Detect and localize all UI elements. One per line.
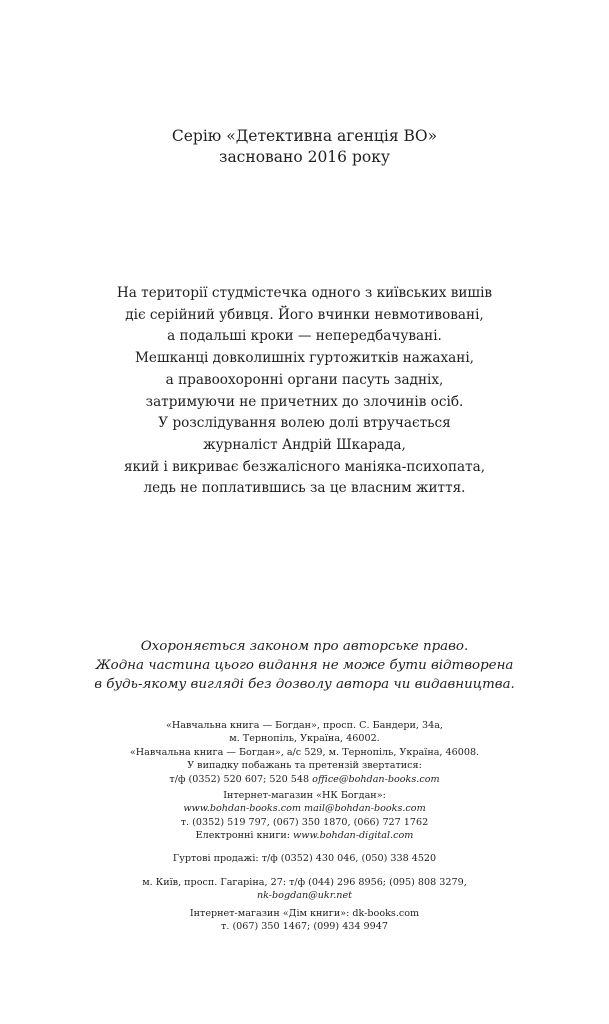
annotation-line: журналіст Андрій Шкарада, (203, 436, 406, 453)
annotation-line: У розслідування волею долі втручається (158, 415, 451, 432)
annotation-line: На території студмістечка одного з київських вишів (116, 285, 493, 301)
copyright-notice (0, 637, 609, 694)
copyright-line: в будь-якому вигляді без дозволу автора чи видавництва. (94, 677, 515, 692)
eshop-title: Інтернет-магазин «НК Богдан»: (223, 790, 386, 801)
publisher-info (0, 719, 609, 786)
dim-knyhy-title: Інтернет-магазин «Дім книги»: dk-books.com (189, 908, 420, 919)
ebooks-link[interactable]: www.bohdan-digital.com (293, 830, 414, 842)
kyiv-email-link[interactable]: nk-bogdan@ukr.net (256, 890, 353, 902)
eshop-email-link[interactable]: mail@bohdan-books.com (304, 803, 426, 815)
dim-knyhy-info (0, 907, 609, 934)
annotation-line: а правоохоронні органи пасуть задніх, (165, 371, 444, 388)
publisher-phones: т/ф (0352) 520 607; 520 548 (169, 773, 310, 785)
annotation-line: затримуючи не причетних до злочинів осіб. (145, 393, 464, 410)
series-title: Серію «Детективна агенція ВО» (171, 127, 438, 145)
annotation-line: Мешканці довколишніх гуртожитків нажахані, (135, 350, 474, 367)
publisher-address: «Навчальна книга — Богдан», просп. С. Бандери, 34а, (166, 720, 443, 731)
eshop-phones: т. (0352) 519 797, (067) 350 1870, (066) 727 1762 (180, 816, 429, 828)
annotation-line: діє серійний убивця. Його вчинки невмотивовані, (125, 306, 484, 323)
publisher-city: м. Тернопіль, Україна, 46002. (229, 733, 380, 745)
annotation-line: який і викриває безжалісного маніяка-психопата, (123, 458, 486, 475)
publisher-email-link[interactable]: office@bohdan-books.com (312, 773, 440, 785)
annotation-line: а подальші кроки — непередбачувані. (167, 328, 442, 345)
publisher-contacts (0, 773, 609, 786)
copyright-line: Жодна частина цього видання не може бути відтворена (95, 658, 514, 673)
claims-label: У випадку побажань та претензій звертатися: (187, 760, 422, 772)
series-founded: засновано 2016 року (218, 148, 391, 166)
annotation-line: ледь не поплатившись за це власним життя. (143, 480, 466, 497)
ebooks-row (0, 829, 609, 842)
kyiv-office-info (0, 876, 609, 903)
copyright-line: Охороняється законом про авторське право. (140, 639, 469, 654)
eshop-website-link[interactable]: www.bohdan-books.com (183, 803, 301, 815)
ebooks-label: Електронні книги: (195, 830, 290, 842)
series-header (0, 126, 609, 168)
wholesale-info (0, 852, 609, 865)
wholesale-text: Гуртові продажі: т/ф (0352) 430 046, (050) 338 4520 (172, 853, 437, 864)
eshop-links (0, 802, 609, 815)
book-annotation (0, 283, 609, 500)
publisher-po-box: «Навчальна книга — Богдан», а/с 529, м. Тернопіль, Україна, 46008. (129, 746, 480, 758)
kyiv-address: м. Київ, просп. Гагаріна, 27: т/ф (044) 296 8956; (095) 808 3279, (142, 877, 467, 888)
dim-knyhy-phones: т. (067) 350 1467; (099) 434 9947 (221, 921, 388, 933)
eshop-info (0, 789, 609, 843)
